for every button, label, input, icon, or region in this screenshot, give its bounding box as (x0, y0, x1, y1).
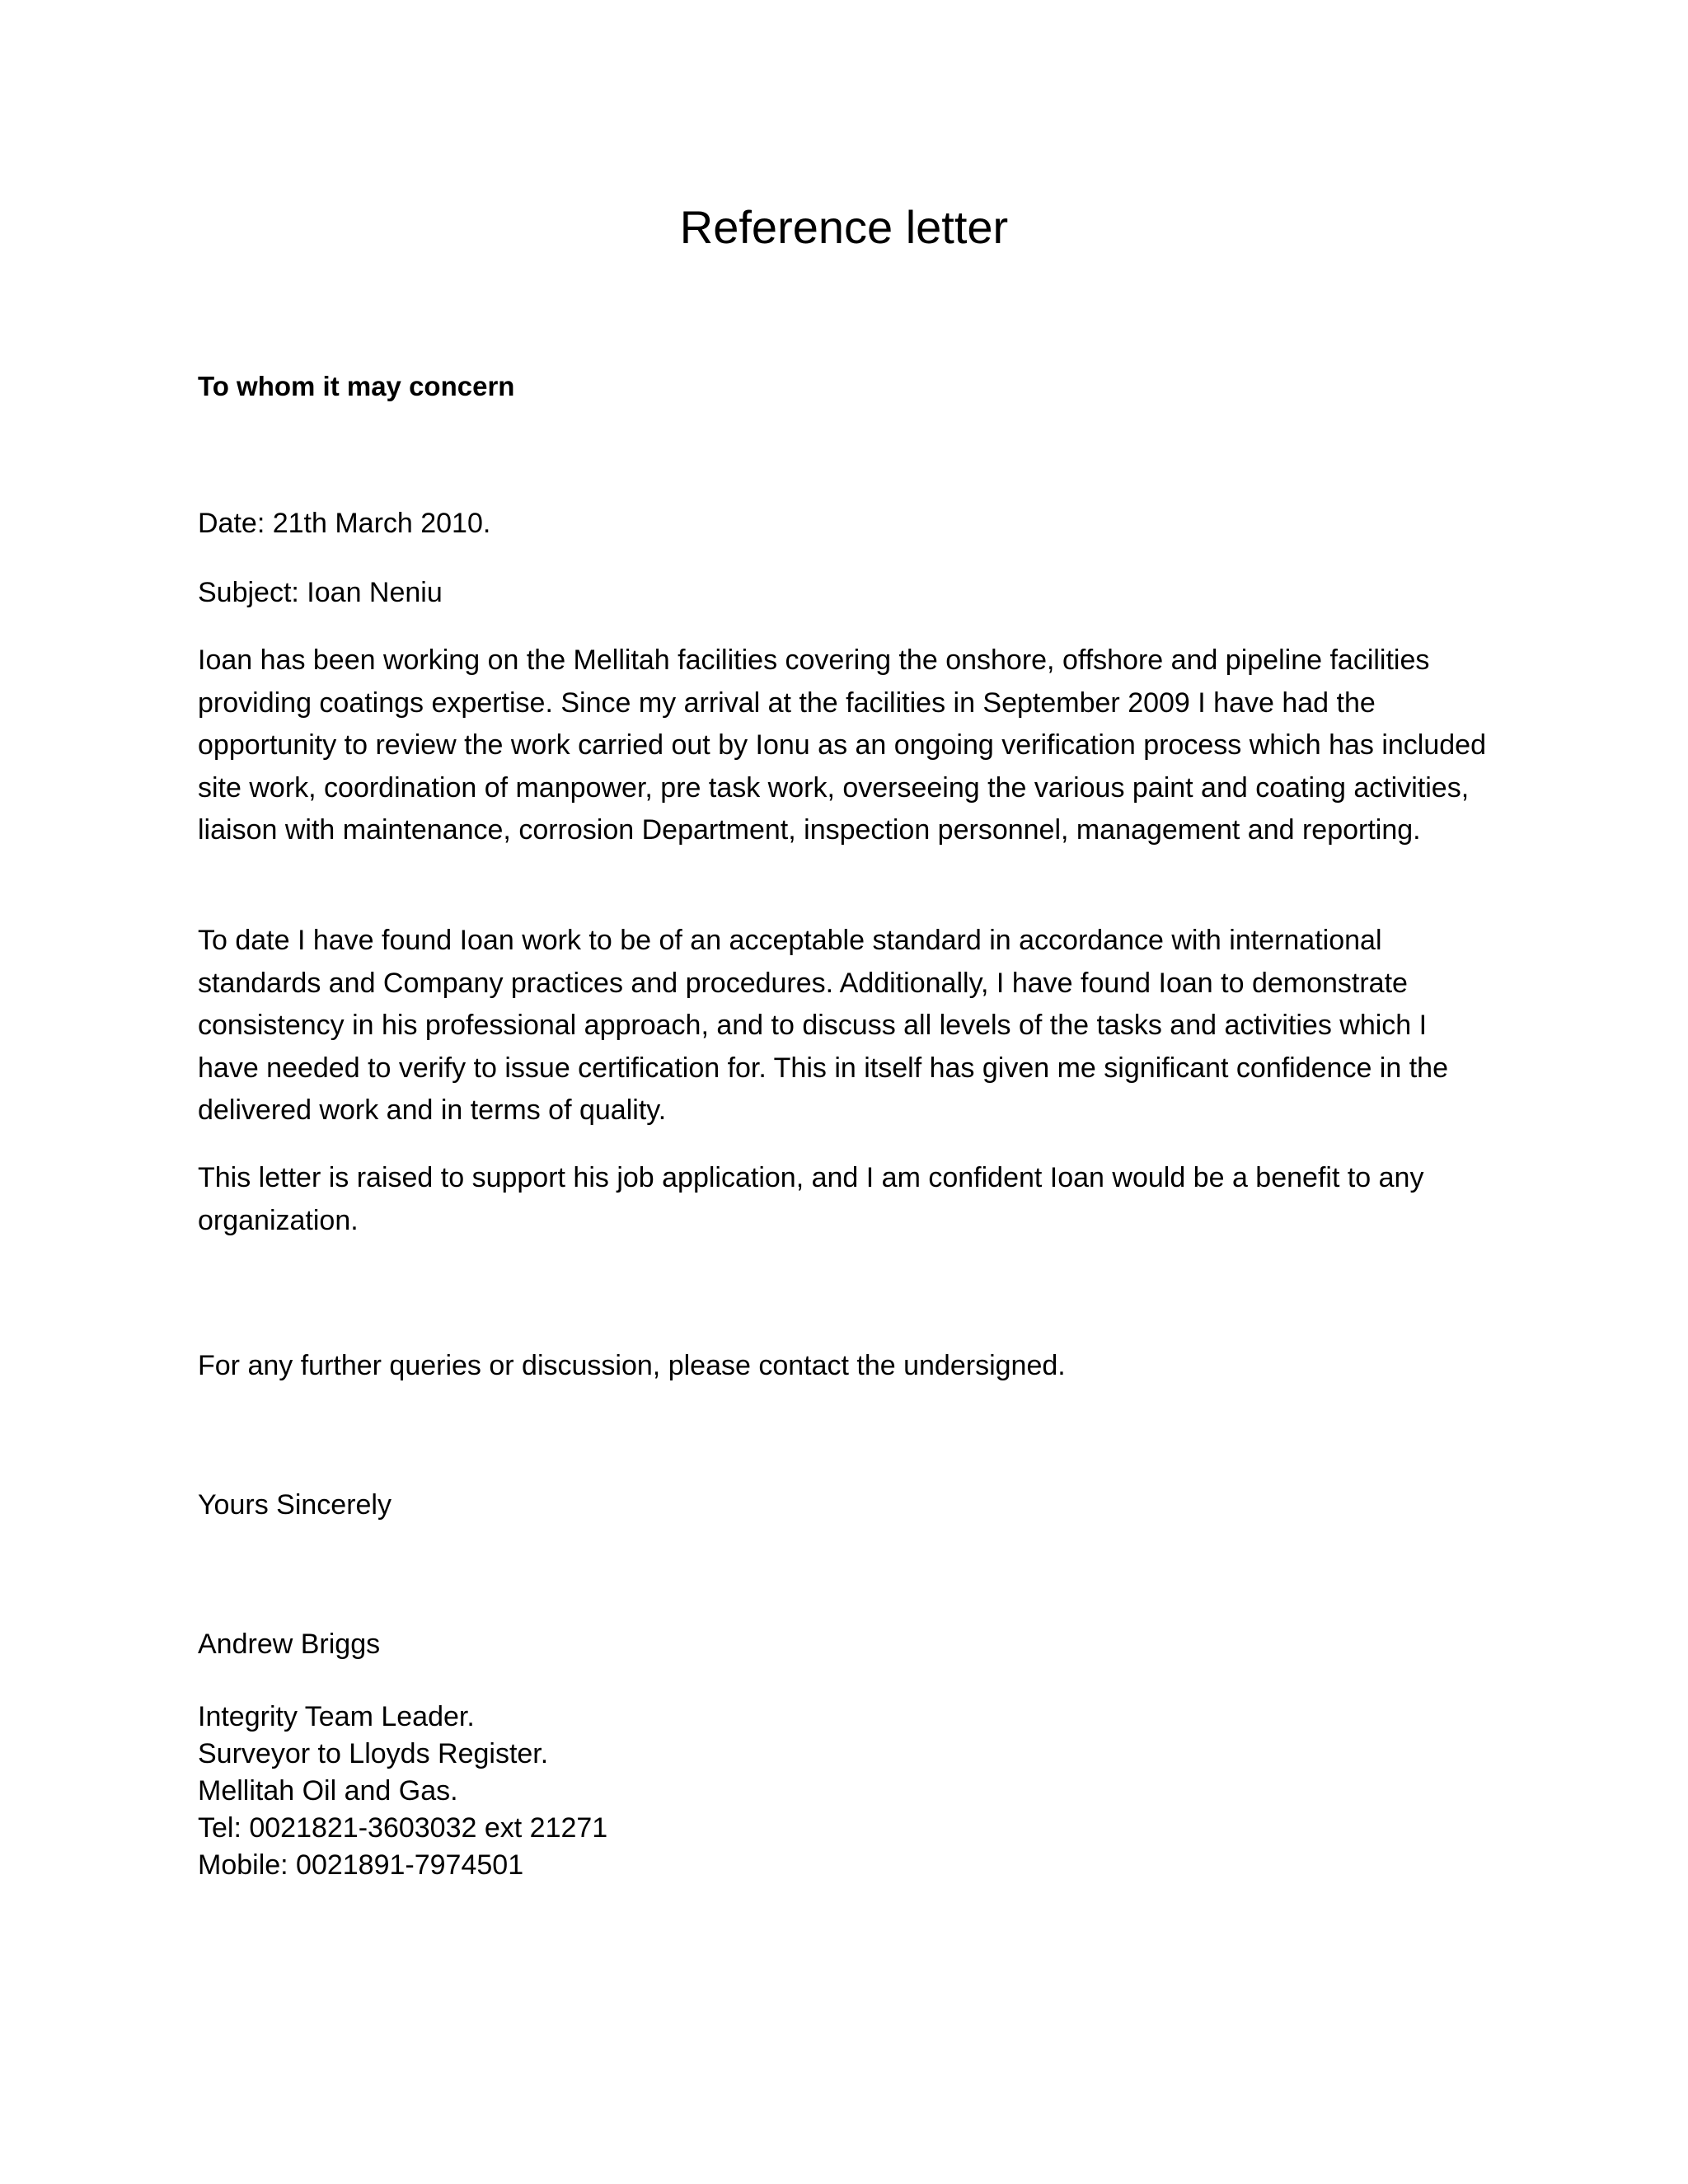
signer-company: Mellitah Oil and Gas. (198, 1775, 458, 1807)
signer-telephone: Tel: 0021821-3603032 ext 21271 (198, 1812, 608, 1844)
contact-note: For any further queries or discussion, please contact the undersigned. (198, 1350, 1066, 1381)
closing: Yours Sincerely (198, 1489, 392, 1521)
signer-title: Integrity Team Leader. (198, 1701, 475, 1732)
body-paragraph-3: This letter is raised to support his job application, and I am confident Ioan would be a benefit to any organization. (198, 1162, 1424, 1236)
subject-line: Subject: Ioan Neniu (198, 577, 443, 608)
body-paragraph-2: To date I have found Ioan work to be of an acceptable standard in accordance with international standards and Company practices and procedures. Additionally, I have found Ioan to demonstrate consistency in his professional approach, and to discuss all levels of the tasks and activities which I have needed to verify to issue certification for. This in itself has given me significant confidence in the delivered work and in terms of quality. (198, 925, 1448, 1126)
signer-affiliation: Surveyor to Lloyds Register. (198, 1738, 549, 1769)
signer-name: Andrew Briggs (198, 1629, 381, 1660)
letter-title: Reference letter (679, 201, 1009, 253)
signer-details (198, 1699, 607, 1884)
date-line: Date: 21th March 2010. (198, 508, 491, 539)
salutation: To whom it may concern (198, 371, 515, 401)
body-paragraph-1: Ioan has been working on the Mellitah facilities covering the onshore, offshore and pipeline facilities providing coatings expertise. Since my arrival at the facilities in September 2009 I have had the opportunity to review the work carried out by Ionu as an ongoing verification process which has included site work, coordination of manpower, pre task work, overseeing the various paint and coating activities, liaison with maintenance, corrosion Department, inspection personnel, management and reporting. (198, 644, 1486, 846)
signer-mobile: Mobile: 0021891-7974501 (198, 1849, 524, 1881)
